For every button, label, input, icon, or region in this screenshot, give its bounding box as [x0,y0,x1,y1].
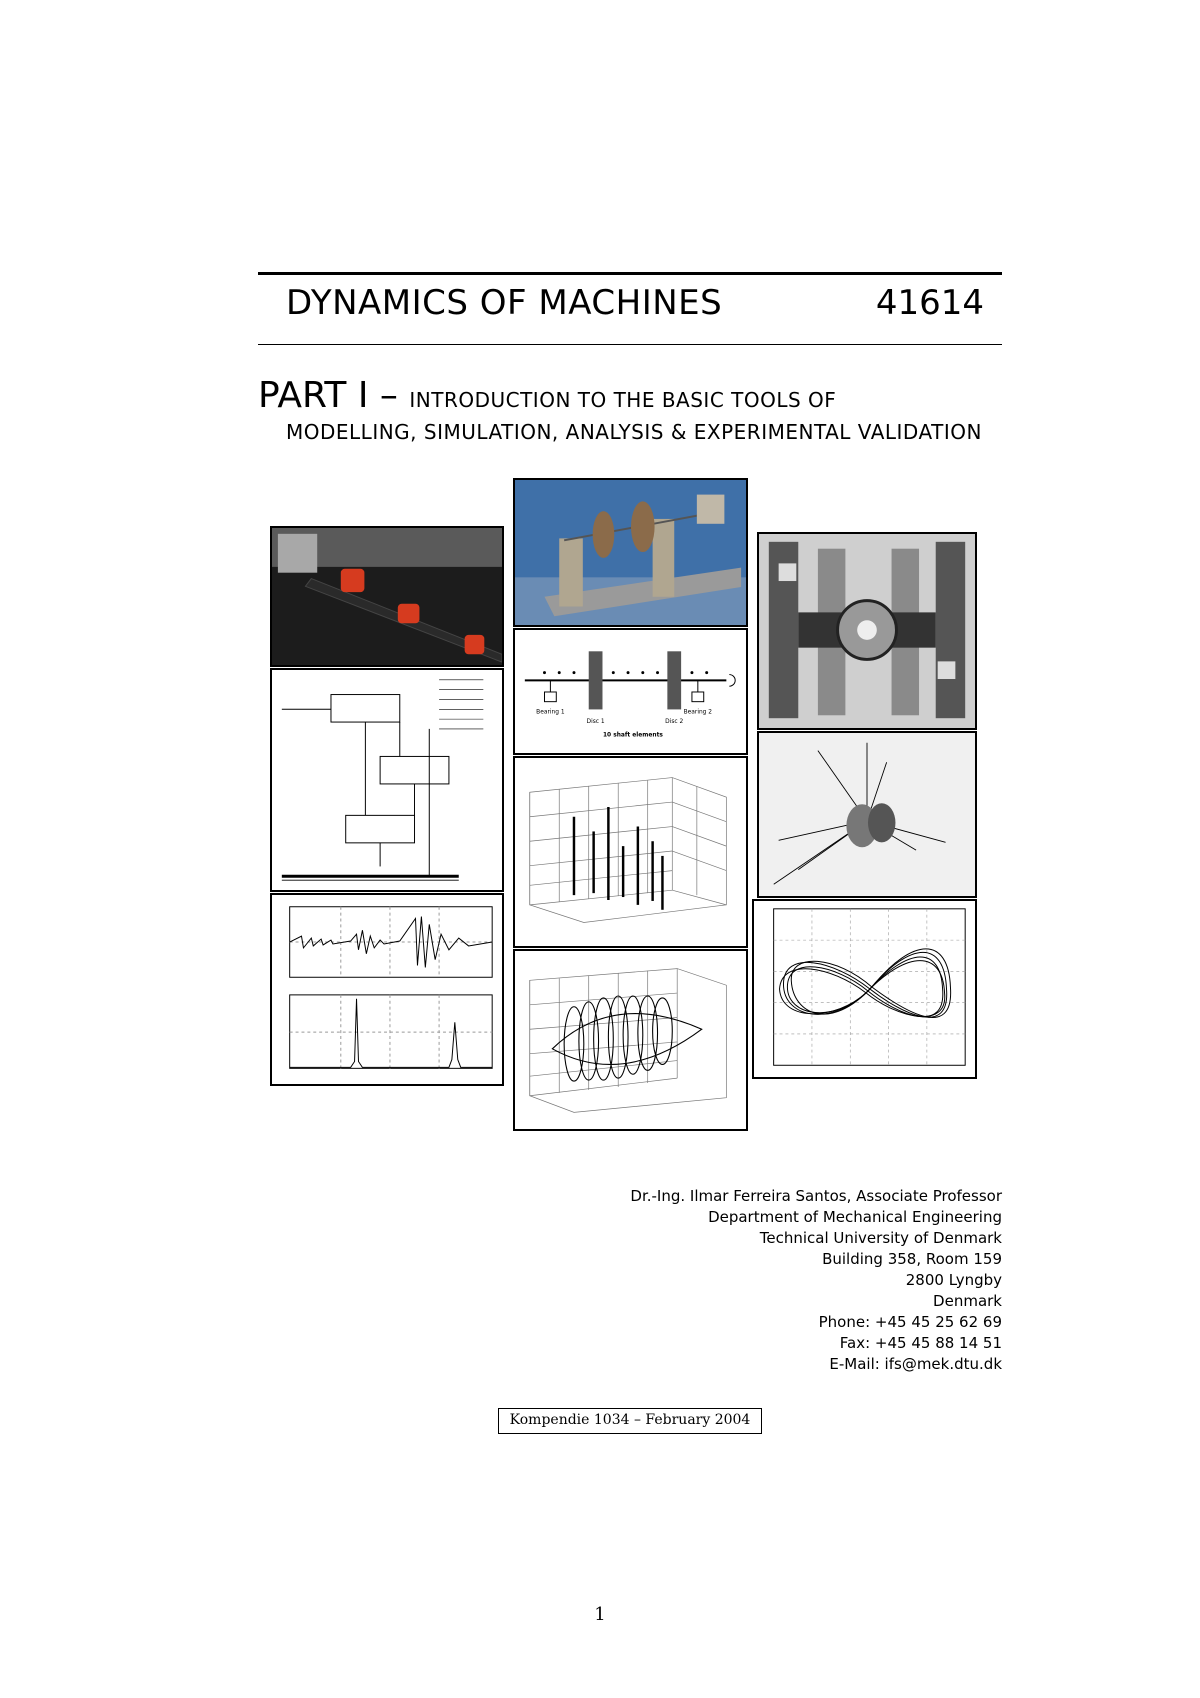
3d-orbit-plot [513,949,748,1131]
author-building: Building 358, Room 159 [822,1250,1002,1268]
author-country: Denmark [933,1292,1002,1310]
time-and-frequency-response-plots [270,893,504,1086]
shaft-elements-label: 10 shaft elements [602,732,663,739]
author-contact-block [630,1186,1002,1375]
page-number: 1 [594,1604,606,1625]
author-name: Dr.-Ing. Ilmar Ferreira Santos, Associate Professor [630,1187,1002,1205]
document-title: DYNAMICS OF MACHINES [286,283,723,323]
figure-eight-orbit-plot [752,899,977,1079]
part-label: PART I – [258,375,410,416]
header-bottom-rule [258,344,1002,345]
author-department: Department of Mechanical Engineering [708,1208,1002,1226]
part-heading [258,375,836,416]
3d-waterfall-plot [513,756,748,948]
disc-2-label: Disc 2 [665,719,684,725]
kompendie-box: Kompendie 1034 – February 2004 [498,1408,762,1434]
part-subtitle-line1: INTRODUCTION TO THE BASIC TOOLS OF [409,388,837,412]
bearing-1-label: Bearing 1 [536,709,565,716]
author-fax: Fax: +45 45 88 14 51 [839,1334,1002,1352]
disc-1-label: Disc 1 [586,719,605,725]
photo-bearing-test-rig [757,532,977,730]
bearing-2-label: Bearing 2 [683,709,713,716]
author-city: 2800 Lyngby [905,1271,1002,1289]
part-subtitle-line2: MODELLING, SIMULATION, ANALYSIS & EXPERIMENTAL VALIDATION [286,420,982,444]
author-phone: Phone: +45 45 25 62 69 [818,1313,1002,1331]
block-diagram-figure [270,668,504,892]
photo-rotor-beam-rig [270,526,504,667]
top-rule [258,272,1002,275]
course-number: 41614 [875,283,984,323]
shaft-element-diagram [513,628,748,755]
author-university: Technical University of Denmark [759,1229,1002,1247]
rotor-coordinate-systems-figure [757,731,977,898]
photo-rotor-test-bench [513,478,748,627]
author-email: E-Mail: ifs@mek.dtu.dk [829,1355,1002,1373]
